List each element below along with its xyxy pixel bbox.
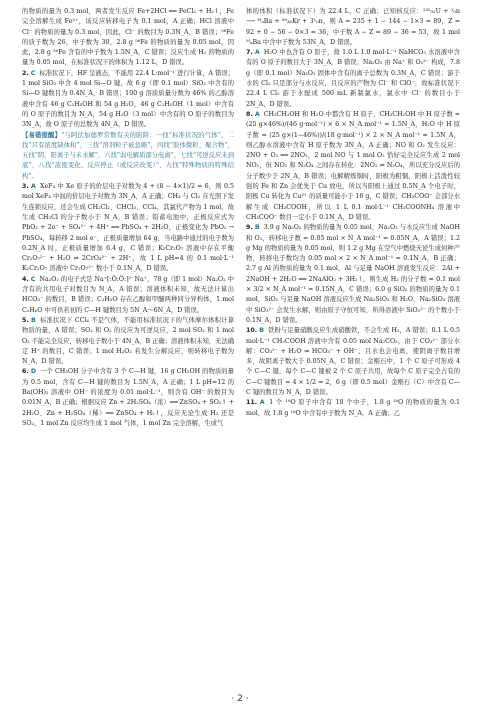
answer-letter: A [254,49,260,57]
answer-explanation: 一个 CH₃OH 分子中含有 3 个 C—H 键，16 g CH₃OH 的物质的量为 0.5 mol，含有 C—H 键的数目为 1.5N_A，A 正确；1 L pH=12 的 Ba(OH)₂ 溶液中 OH⁻ 的浓度为 0.01 mol·L⁻¹，则含有 OH⁻ 的数目为 0.01N_A，B 正确；根据反应 Zn + 2H₂SO₄（浓）══ ZnSO₄ + SO₂↑ + 2H₂O、Zn + H₂SO₄（稀）══ ZnSO₄ + H₂↑，反应无论生成 H₂ 还是 SO₂，1 mol Zn 反应均生成 1 mol 气体，1 mol Zn 完全溶解，生成气 [22,368,234,427]
answer-explanation: 标准状况下 CCl₄ 不是气体，不能用标准状况下的气体摩尔体积计算物质的量，A 错误；SO₂ 和 O₂ 的反应为可逆反应，2 mol SO₂ 和 1 mol O₂ 不能完全反应，转移电子数小于 4N_A，B 正确；溶液体积未知，无法确定 H⁺ 的数目，C 错误；1 mol H₂O₂ 若发生分解反应，则转移电子数为 N_A，D 错误。 [22,316,234,366]
question-number: 10. [246,327,258,335]
answer-paragraph [246,110,460,223]
question-number: 11. [246,399,258,407]
answer-letter: B [31,316,36,324]
tip-body: “与阿伏加德罗常数有关的陷阱：一找“标准状况的气体”，二找“只有浓度缺体积”，三找“溶剂粒子被忽略”，四找“胶体微粒、聚合物”，五找“阴、阳离子与未水解”，六找“弱电解质部分电离”，七找“可逆反应未到底”，八找“浓度变化、反应停止（或反应改变）”，九找“特殊物质的特殊结构”。 [22,131,234,180]
answer-paragraph [246,223,460,326]
answer-letter: C [30,275,36,283]
answer-paragraph [22,182,234,275]
right-column [246,7,460,419]
answer-paragraph [22,316,234,367]
answer-paragraph [246,48,460,110]
answer-explanation: 3.9 g Na₂O₂ 的物质的量为 0.05 mol，Na₂O₂ 与水反应生成 NaOH 和 O₂，转移电子数 = 0.05 mol × N_A mol⁻¹ = 0.05N_A，A 错误；1.2 g Mg 的物质的量为 0.05 mol，则 1.2 g Mg 在空气中燃烧无论生成何种产物，转移电子数均为 0.05 mol × 2 × N_A mol⁻¹ = 0.1N_A，B 正确；2.7 g Al 的物质的量为 0.1 mol，Al 与足量 NaOH 溶液发生反应：2Al + 2NaOH + 2H₂O ══ 2NaAlO₂ + 3H₂↑，则生成 H₂ 的分子数 = 0.1 mol × 3/2 × N_A mol⁻¹ = 0.15N_A，C 错误；6.0 g SiO₂ 的物质的量为 0.1 mol，SiO₂ 与足量 NaOH 溶液反应生成 Na₂SiO₃ 和 H₂O，Na₂SiO₃ 溶液中 SiO₃²⁻ 会发生水解，则由原子守恒可知，所得溶液中 SiO₃²⁻ 的个数小于 0.1N_A，D 错误。 [246,224,460,324]
question-number: 5. [22,316,29,324]
answer-explanation: 1 个 ¹⁸O 原子中含有 10 个中子，1.8 g ¹⁸O 的物质的量为 0.1 mol，故 1.8 g ¹⁸O 中含有中子数为 N_A，A 正确；乙 [246,399,460,417]
answer-paragraph: 的物质的量为 0.3 mol，两者发生反应 Fe+2HCl ══ FeCl₂ + H₂↑，Fe 完全溶解生成 Fe²⁺，该反应转移电子为 0.1 mol，A 正确；HCl 溶液中 Cl⁻ 的物质的量为 0.3 mol，因此，Cl⁻ 的数目为 0.3N_A，B 错误；⁵⁶Fe 的质子数为 26，中子数为 30，2.8 g ⁵⁶Fe 的物质的量为 0.05 mol，因此，2.8 g ⁵⁶Fe 含有的中子数为 1.5N_A，C 错误；反应生成 H₂ 的物质的量为 0.05 mol，在标准状况下的体积为 1.12 L，D 错误。 [22,8,234,67]
answer-letter: A [254,110,260,118]
answer-explanation: XeF₄ 中 Xe 原子的价层电子对数为 4 + (8 − 4×1)/2 = 6，则 0.5 mol XeF₄ 中氙的价层电子对数为 3N_A，A 正确；CH₄ 与 Cl₂ 在光照下发生连锁反应，还会生成 CH₂Cl₂、CHCl₃、CCl₄，其氯代产物为 1 mol，故生成 CH₃Cl 的分子数小于 N_A，B 错误；铅蓄电池中，正极反应式为 PbO₂ + 2e⁻ + SO₄²⁻ + 4H⁺ ══ PbSO₄ + 2H₂O，正极变化为 PbO₂ → PbSO₄，每转移 2 mol e⁻，正极质量增加 64 g，当电路中通过的电子数为 0.2N_A 时，正极质量增加 6.4 g，C 错误；K₂Cr₂O₇ 溶液中存在平衡 Cr₂O₇²⁻ + H₂O ⇌ 2CrO₄²⁻ + 2H⁺，故 1 L pH=4 的 0.1 mol·L⁻¹ K₂Cr₂O₇ 溶液中 Cr₂O₇²⁻ 数小于 0.1N_A，D 错误。 [22,183,234,273]
answer-explanation: 标准状况下，HF 呈液态，不能用 22.4 L·mol⁻¹ 进行计算，A 错误；1 mol SiO₂ 中含 4 mol Si—O 键，故 6 g（即 0.1 mol）SiO₂ 中含有的 Si—O 键数目为 0.4N_A，B 错误；100 g 溶质质量分数为 46% 的乙醇溶液中含有 46 g C₂H₅OH 和 54 g H₂O，46 g C₂H₅OH（1 mol）中含有的 O 原子的数目为 N_A，54 g H₂O（3 mol）中含有的 O 原子的数目为 3N_A，故 O 原子的总数为 4N_A，D 错误。 [22,69,234,129]
answer-letter: D [30,368,37,376]
answer-letter: B [259,327,265,335]
question-number: 3. [22,183,29,191]
answer-explanation: Na₂O₂ 的电子式是 Na⁺[:Ö:Ö:]²⁻Na⁺，78 g（即 1 mol）Na₂O₂ 中含有的共用电子对数目为 N_A，A 错误；溶液体积未知，故无法计算出 HCO₃⁻ 的数目，B 错误；C₂H₅O 存在乙醇和甲醚两种同分异构体，1 mol C₂H₆O 中可供若初的 C—H 键数目为 5N_A～6N_A，D 错误。 [22,275,234,314]
answer-paragraph [22,367,234,429]
question-number: 7. [246,49,253,57]
answer-letter: A [259,399,265,407]
tip-title: 【易错提醒】 [22,131,62,139]
answer-letter: A [30,183,36,191]
question-number: 8. [246,110,253,118]
tip-paragraph [22,131,234,182]
question-number: 4. [22,275,29,283]
left-column [22,7,234,429]
question-number: 2. [22,69,29,77]
answer-explanation: H₂O 中也含有 O 原子，故 1.0 L 1.0 mol·L⁻¹ NaHCO₃ 水溶液中含有的 O 原子的数目大于 3N_A，B 错误；Na₂O₂ 由 Na⁺ 和 O₂²⁻ 构成，7.8 g（即 0.1 mol）Na₂O₂ 固体中含有的离子总数为 0.3N_A，C 错误；游于水的 Cl₂ 只是部分与水反应，且反应的产物为 Cl⁻ 和 ClO⁻，故标准状况下 22.4 L Cl₂ 游于水配成 500 mL 新制氯水，氯水中 Cl⁻ 的数目小于 2N_A，D 错误。 [246,49,460,108]
question-number: 9. [246,224,253,232]
answer-paragraph: 体的体积（标准状况下）为 22.4 L，C 正确；已知核反应：²³⁵₉₂U + ¹₀n ⟶ ᴹₐBa + ⁸⁹₃₆Kr + 3¹₀n，则 A = 235 + 1 − 144 − 1×3 = 89，Z = 92 + 0 − 56 − 0×3 = 36，中子数 A − Z = 89 − 36 = 53，故 1 mol ᴹₐBa 中含中子数为 53N_A，D 错误。 [246,8,460,46]
page-number: · 2 · [231,694,249,704]
answer-paragraph [246,398,460,419]
answer-paragraph [22,275,234,316]
answer-letter: C [30,69,36,77]
answer-paragraph [22,69,234,131]
answer-explanation: CH₃CH₂OH 和 H₂O 中都含有 H 原子，CH₃CH₂OH 中 H 原子数 = (25 g×46%)/(46 g·mol⁻¹) × 6 × N_A mol⁻¹ = 1.5N_A，H₂O 中 H 原子数 = (25 g×(1−46%))/(18 g·mol⁻¹) × 2 × N_A mol⁻¹ = 1.5N_A，则乙醇水溶液中含有 H 原子数为 3N_A，A 正确；NO 和 O₂ 发生反应：2NO + O₂ ══ 2NO₂，2 mol NO 与 1 mol O₂ 恰好完全反应生成 2 mol NO₂，但 NO₂ 和 N₂O₄ 之间存在转化：2NO₂ ⇌ N₂O₄，所以充分反应后的分子数少于 2N_A，B 错误；电解精炼铜时，阳极为粗铜，阳极上活泼性较强的 Fe 和 Zn 会优先于 Cu 放电，所以当阳极上通过 0.5N_A 个电子时，阳极 Cu 转化为 Cu²⁺ 的质量可能小于 16 g，C 错误；CH₃COO⁻ 会部分水解生成 CH₃COOH，所以 1 L 0.1 mol·L⁻¹ CH₃COONH₄ 溶液中 CH₃COO⁻ 数目一定小于 0.1N_A，D 错误。 [246,110,460,221]
answer-paragraph [246,326,460,398]
question-number: 6. [22,368,29,376]
answer-letter: B [254,224,260,232]
answer-explanation: 铁粉与足量硝酸反应生成硝酸铁，不会生成 H₂，A 错误；0.1 L 0.5 mol·L⁻¹ CH₃COOH 溶液中含有 0.05 mol Na₂CO₃，由于 CO₃²⁻ 部分水解：CO₃²⁻ + H₂O ⇌ HCO₃⁻ + OH⁻，且水也会电离，使阴离子数目增多，故阴离子数大于 0.05N_A，C 错误；金刚石中，1 个 C 原子可形成 4 个 C—C 键，每个 C—C 键被 2 个 C 原子共用，故每个 C 原子完全占有的 C—C 键数目 = 4 × 1/2 = 2，6 g（即 0.5 mol）金刚石（C）中含有 C—C 键的数目为 N_A，D 错误。 [246,327,460,396]
